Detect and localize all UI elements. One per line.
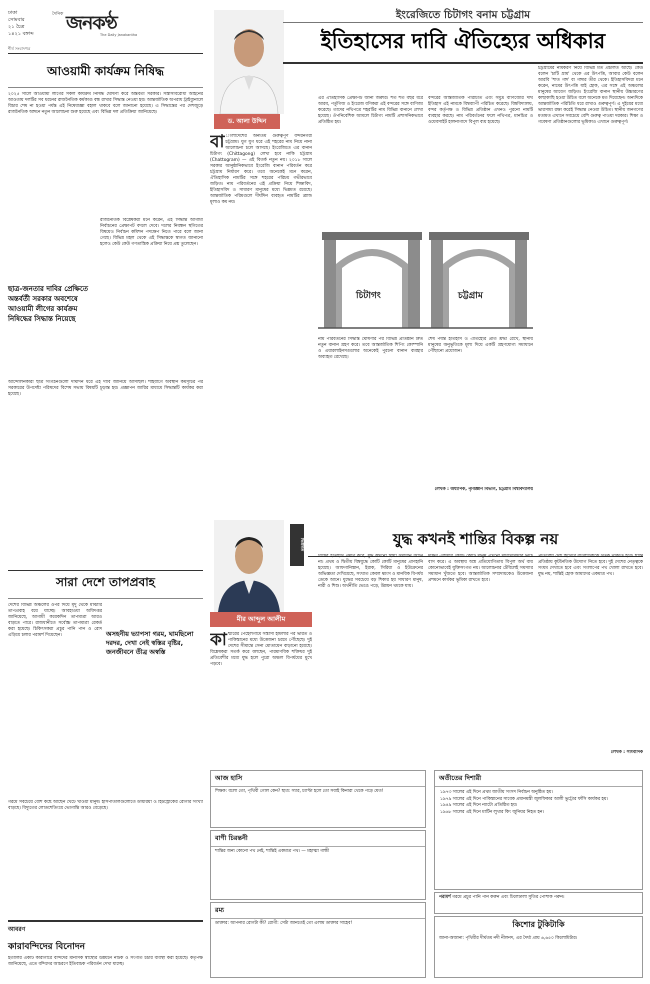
image-caption-right: চট্টগ্রাম — [458, 291, 483, 301]
lower-column-1 — [210, 632, 312, 764]
dishari-item: ১৯৭৯ সালের এই দিনে পাকিস্তানের সাবেক প্রধানমন্ত্রী জুলফিকার আলী ভুট্টোর ফাঁসি কার্যকর হয়। — [440, 796, 609, 802]
dishari-item: ১৯৬৮ সালের এই দিনে মার্টিন লুথার কিং জুনিয়র নিহত হন। — [440, 809, 544, 815]
ramya-text: ডাক্তার: আপনার রোগটা কী? রোগী: সেটা জানতেই তো এলাম ডাক্তার সাহেব! — [215, 921, 353, 926]
logo-subtitle: The Daily Janakantha — [100, 33, 138, 37]
newspaper-logo — [52, 9, 162, 39]
kishor-heading: কিশোর টুকিটাকি — [512, 920, 565, 929]
aaj-hasi-heading: আজ হাসি — [211, 771, 425, 787]
dishari-item: ১৯৪৯ সালের এই দিনে ন্যাটো প্রতিষ্ঠিত হয়। — [440, 803, 518, 808]
author-photo — [214, 10, 284, 114]
feature-column-2-bottom — [318, 337, 423, 506]
lower-dropcap: কা — [210, 632, 227, 650]
lower-column-2 — [318, 554, 423, 764]
author-name: ড. আলা উদ্দিন — [214, 114, 280, 129]
ban-headline: আওয়ামী কার্যক্রম নিষিদ্ধ — [8, 60, 203, 88]
ban-pullquote: ছাত্র-জনতার দাবির প্রেক্ষিতে অন্তর্বর্তী সরকার অবশেষে আওয়ামী লীগের কার্যক্রম নিষিদ্ধের সিদ্ধান্ত নিয়েছে — [8, 285, 89, 323]
feature-column-1 — [210, 134, 312, 506]
ban-right-text: রাজনৈতিক বিশ্লেষকরা মনে করেন, এই সিদ্ধান্ত আগামী নির্বাচনের প্রেক্ষাপট বদলে দেবে। দলের নিবন্ধন স্থগিতের বিষয়েও নির্বাচন কমিশন পদক্ষেপ নিতে পারে বলে জানা গেছে। বিভিন্ন মহল থেকে এই সিদ্ধান্তকে স্বাগত জানানো হলেও কেউ কেউ গণতান্ত্রিক প্রক্রিয়া নিয়ে প্রশ্ন তুলেছেন। — [100, 218, 203, 247]
paramarsha-heading: পরামর্শ — [439, 895, 451, 900]
ban-side-column — [8, 218, 96, 324]
masthead-year: ১৪২১ বঙ্গাব্দ — [8, 31, 34, 37]
ramya-heading: রম্য — [211, 903, 425, 919]
lower-title: যুদ্ধ কখনই শান্তির বিকল্প নয় — [308, 528, 643, 557]
kishor-text: জানা-অজানা: পৃথিবীর দীর্ঘতম নদী নীলনদ, এর দৈর্ঘ্য প্রায় ৬,৬৫০ কিলোমিটার। — [439, 936, 578, 941]
heat-pullquote: অসহনীয় ভ্যাপসা গরম, ঘামছিলো দরদর, দেখা নেই স্বস্তির বৃষ্টির, জনজীবনে তীব্র অস্বস্তি — [106, 630, 194, 656]
masthead-meta — [8, 10, 50, 38]
lower-column-3 — [428, 554, 533, 764]
story-aaron — [8, 920, 203, 984]
dishari-item: ১৯৭৩ সালের এই দিনে প্রথম জাতীয় সংসদ নির্বাচন অনুষ্ঠিত হয়। — [440, 790, 553, 795]
bani-text: শান্তির জন্য কোনো পথ নেই, শান্তিই একমাত্র পথ। — মহাত্মা গান্ধী — [215, 849, 330, 854]
box-kishor-tukitaki — [434, 916, 643, 978]
feature-title: ইতিহাসের দাবি ঐতিহ্যের অধিকার — [283, 22, 643, 64]
story-ban — [8, 60, 203, 180]
heat-headline: সারা দেশে তাপপ্রবাহ — [8, 570, 203, 599]
lower-col2-text: বিশ্বের ইতিহাস প্রমাণ করে, যুদ্ধ কখনো স্থায়ী সমাধান আনে না। প্রথম ও দ্বিতীয় বিশ্বযুদ্ধে কোটি কোটি মানুষের প্রাণহানি হয়েছে। আফগানিস্তান, ইরাক, সিরিয়া ও ইউক্রেনের অভিজ্ঞতা দেখিয়েছে, সংঘাত কেবল ধ্বংস ও মানবিক বিপর্যয় ডেকে আনে। যুদ্ধের সবচেয়ে বড় শিকার হয় সাধারণ মানুষ, নারী ও শিশু। অর্থনীতি ভেঙে পড়ে, উন্নয়ন থমকে যায়। — [318, 554, 423, 589]
ban-more-text: আন্দোলনকারী ছাত্র সংগঠনগুলো দীর্ঘদিন ধরে এই দাবি জানিয়ে আসছিল। শাহবাগে অবস্থান কর্মসূচির পর সরকারের উপদেষ্টা পরিষদের বিশেষ সভায় বিষয়টি চূড়ান্ত হয়। প্রজ্ঞাপন জারির মাধ্যমে সিদ্ধান্তটি কার্যকর করা হয়েছে। — [8, 380, 203, 397]
feature-dropcap: বা — [210, 134, 225, 152]
image-caption-left: চিটাগং — [356, 291, 381, 301]
chittagong-gate-icon — [318, 224, 533, 334]
box-dishari — [434, 770, 643, 890]
aaron-tag: আবরণ — [8, 920, 203, 937]
feature-kicker: ইংরেজিতে চিটাগং বনাম চট্টগ্রাম — [395, 9, 531, 21]
left-column — [8, 60, 203, 978]
feature-author-note: লেখক : অধ্যাপক, নৃবিজ্ঞান বিভাগ, চট্টগ্রাম বিশ্ববিদ্যালয় — [434, 487, 533, 492]
gate-illustration — [318, 224, 533, 334]
dishari-list — [435, 787, 642, 819]
heat-text: দেশের বিভিন্ন অঞ্চলের ওপর দিয়ে মৃদু থেকে মাঝারি তাপপ্রবাহ বয়ে যাচ্ছে। আবহাওয়া অধিদপ্তর জানিয়েছে, আগামী কয়েকদিন তাপমাত্রা আরও বাড়তে পারে। রাজধানীতে সর্বোচ্চ তাপমাত্রা রেকর্ড করা হয়েছে। চিকিৎসকরা প্রচুর পানি পান ও রোদ এড়িয়ে চলার পরামর্শ দিয়েছেন। — [8, 603, 102, 638]
masthead-city: ঢাকা — [8, 10, 18, 16]
masthead — [8, 6, 203, 54]
author-portrait-icon — [214, 10, 284, 114]
box-paramarsha — [434, 892, 643, 914]
dishari-heading: অতীতের দিশারী — [435, 771, 642, 787]
lower-column-4 — [538, 554, 643, 764]
masthead-weekday: সোমবার — [8, 17, 25, 23]
author-portrait-icon — [214, 520, 284, 612]
aaron-headline: কারাবন্দিদের বিনোদন — [8, 942, 85, 952]
feature-article — [210, 6, 643, 506]
author-photo-2 — [214, 520, 284, 612]
opinion-tag: ভিন্নমত — [290, 524, 304, 566]
lower-author-note: লেখক : সাংবাদিক — [610, 750, 643, 755]
feature-col5-text: নাম পরিবর্তনের সিদ্ধান্ত ঘোষণার পর বিভিন্ন প্রতিষ্ঠান দ্রুত নতুন বানান গ্রহণ করে। তবে আন্তর্জাতিক শিপিং কোম্পানি ও এয়ারলাইনসগুলোর অনেকেই পুরনো বানান ব্যবহার অব্যাহত রেখেছে। — [318, 337, 423, 360]
paramarsha-text: গরমে প্রচুর পানি পান করুন এবং ঢিলেঢালা সুতির পোশাক পরুন। — [452, 895, 565, 900]
box-bani-chirantani — [210, 830, 426, 900]
logo-prefix: দৈনিক — [52, 12, 64, 17]
ban-intro: ২০২৫ সালে আওয়ামী লীগের সকল কার্যক্রম নিষিদ্ধ ঘোষণা করে অন্তর্বর্তী সরকার। সন্ত্রাসবিরোধী আইনের আওতায় দলটির সব ধরনের রাজনৈতিক কর্মকাণ্ড বন্ধ রাখার সিদ্ধান্ত নেওয়া হয়। আন্তর্জাতিক অপরাধ ট্রাইব্যুনালে বিচার শেষ না হওয়া পর্যন্ত এই নিষেধাজ্ঞা বহাল থাকবে বলে জানানো হয়েছে। এ সিদ্ধান্তের পর দেশজুড়ে রাজনৈতিক অঙ্গনে নতুন আলোচনা শুরু হয়েছে এবং বিভিন্ন দল প্রতিক্রিয়া জানিয়েছে। — [8, 92, 203, 115]
logo-text: জনকণ্ঠ — [66, 12, 117, 34]
feature-col3-text: বন্দরের আন্তর্জাতিক পরিচিতি এবং সমুদ্র বাণিজ্যের দীর্ঘ ইতিহাস এই নামকে বিশ্বব্যাপী পরিচিত করেছে। বিশ্ববিদ্যালয়, বন্দর কর্তৃপক্ষ ও বিভিন্ন প্রতিষ্ঠান এখনও পুরনো নামটি ব্যবহার করছে। নাম পরিবর্তনের ফলে নথিপত্র, মানচিত্র ও ওয়েবসাইট হালনাগাদে বিপুল ব্যয় হয়েছে। — [428, 96, 533, 125]
masthead-date: ২১ চৈত্র — [8, 24, 25, 30]
lower-col3-text: দক্ষিণ এশিয়ার কোটি কোটি মানুষ এখনো দারিদ্র্যসীমার নিচে বাস করে। এ অবস্থায় অস্ত্র প্রতিযোগিতায় বিপুল অর্থ ব্যয় কোনোভাবেই যুক্তিসংগত নয়। আলোচনার টেবিলেই সমস্যার সমাধান খুঁজতে হবে। আন্তর্জাতিক সম্প্রদায়কেও উত্তেজনা প্রশমনে কার্যকর ভূমিকা রাখতে হবে। — [428, 554, 533, 583]
feature-col4-text: চট্টগ্রামের নামকরণ নিয়ে বিভিন্ন মত প্রচলিত আছে। কেউ বলেন 'চাটি গ্রাম' থেকে এর উৎপত্তি, আবার কেউ বলেন আরবি 'শাত গঙ্গ' বা গঙ্গার তীর থেকে। ইতিহাসবিদরা মনে করেন, নামের উৎপত্তি যাই হোক, এর সঙ্গে এই অঞ্চলের মানুষের আবেগ জড়িত। ইংরেজি বানান স্থানীয় উচ্চারণের কাছাকাছি হওয়া উচিত বলে অনেকে মত দিয়েছেন। অন্যদিকে আন্তর্জাতিক পরিচিতি ধরে রাখাও গুরুত্বপূর্ণ। এ দুইয়ের মধ্যে ভারসাম্য রক্ষা করেই সিদ্ধান্ত নেওয়া উচিত। স্থানীয় জনগণের মতামত এখানে সবচেয়ে বেশি গুরুত্ব পাওয়া দরকার। শিক্ষা ও গবেষণা প্রতিষ্ঠানগুলোর ভূমিকাও এখানে গুরুত্বপূর্ণ। — [538, 66, 643, 125]
masthead-tagline: শীর্ষ সংবাদপত্র — [8, 46, 31, 51]
feature-column-3-bottom — [428, 337, 533, 506]
aaj-hasi-text: শিক্ষক: বলো তো, পৃথিবী গোল কেন? ছাত্র: স্যার, চ্যাপ্টা হলে তো সবাই কিনারা থেকে পড়ে যেত! — [215, 789, 384, 794]
ban-right-column — [100, 218, 203, 368]
box-aaj-hasi — [210, 770, 426, 828]
heat-more-text: গরমে সবচেয়ে বেশি কষ্টে আছেন খেটে খাওয়া মানুষ। হাসপাতালগুলোতে ডায়রিয়া ও হিটস্ট্রোকের রোগীর সংখ্যা বাড়ছে। বিদ্যুতের লোডশেডিংয়ে ভোগান্তি আরও বেড়েছে। — [8, 800, 203, 811]
story-heatwave — [8, 570, 203, 803]
aaron-text: ইতালির একটি কারাগারে বন্দিদের মানসিক স্বাস্থ্যের উন্নয়নে নাটক ও সংগীত চর্চার ব্যবস্থা করা হয়েছে। কর্তৃপক্ষ জানিয়েছে, এতে বন্দিদের আচরণে ইতিবাচক পরিবর্তন দেখা যাচ্ছে। — [8, 956, 203, 967]
heat-side-column — [106, 630, 203, 657]
feature-col1-text: ংলাদেশের অন্যতম গুরুত্বপূর্ণ বন্দরনগরী চট্টগ্রাম। যুগ যুগ ধরে এই শহরের নাম নিয়ে নানা আলোচনা চলে আসছে। ইংরেজিতে এর বানান চিটাগং (Chittagong) লেখা হবে নাকি চট্টগ্রাম (Chattogram) — এই বিতর্ক নতুন নয়। ২০১৮ সালে সরকার আনুষ্ঠানিকভাবে ইংরেজি বানান পরিবর্তন করে চট্টগ্রাম নির্ধারণ করে। তবে অনেকেই মনে করেন, ঐতিহাসিক নামটির সঙ্গে শহরের পরিচয় গভীরভাবে জড়িত। নাম পরিবর্তনের এই প্রক্রিয়া নিয়ে শিক্ষাবিদ, ইতিহাসবিদ ও সাধারণ মানুষের মধ্যে ভিন্নমত রয়েছে। আন্তর্জাতিক পরিমণ্ডলে দীর্ঘদিন ব্যবহৃত নামটির ব্র্যান্ড মূল্যও কম নয়। — [210, 134, 312, 205]
bani-heading: বাণী চিরন্তনী — [211, 831, 425, 847]
box-ramya — [210, 902, 426, 978]
feature-col2-text: এর ঐতিহাসিক প্রেক্ষাপট জানা জরুরি। শত শত বছর ধরে আরব, পর্তুগিজ ও ইংরেজ বণিকরা এই বন্দরের সঙ্গে বাণিজ্য করেছে। তাদের নথিপত্রে শহরটির নাম বিভিন্ন বানানে লেখা হয়েছে। ঔপনিবেশিক আমলে চিটাগং নামটি প্রশাসনিকভাবে প্রতিষ্ঠিত হয়। — [318, 96, 423, 125]
lower-col4-text: প্রতিবেশী দেশ হিসেবে বাংলাদেশকে সতর্ক থাকতে হবে। শান্তি প্রতিষ্ঠায় কূটনৈতিক উদ্যোগ নিতে হবে। দুই দেশের নেতৃত্বকে সংযম দেখাতে হবে এবং সংলাপের পথ খোলা রাখতে হবে। যুদ্ধ নয়, শান্তিই হোক আমাদের একমাত্র পথ। — [538, 554, 643, 577]
lower-article — [210, 520, 643, 764]
feature-column-4 — [538, 66, 643, 506]
lower-col1-text: শ্মীরের পেহেলগামে সন্ত্রাসী হামলার পর ভারত ও পাকিস্তানের মধ্যে উত্তেজনা চরমে পৌঁছেছে। দুই দেশের সীমান্তে সেনা মোতায়েন বাড়ানো হয়েছে। বিশ্লেষকরা সতর্ক করে বলছেন, পারমাণবিক শক্তিধর দুই প্রতিবেশীর মধ্যে যুদ্ধ হলে পুরো অঞ্চল বিপর্যয়ের মুখে পড়বে। — [210, 632, 312, 667]
author-name-2: মীর আব্দুল আলীম — [210, 612, 312, 627]
feature-col6-text: শেষ পর্যন্ত ইতিহাস ও ঐতিহ্যের প্রতি শ্রদ্ধা রেখে, স্থানীয় মানুষের অনুভূতিকে মূল্য দিয়ে একটি গ্রহণযোগ্য সমাধানে পৌঁছানো প্রয়োজন। — [428, 337, 533, 354]
